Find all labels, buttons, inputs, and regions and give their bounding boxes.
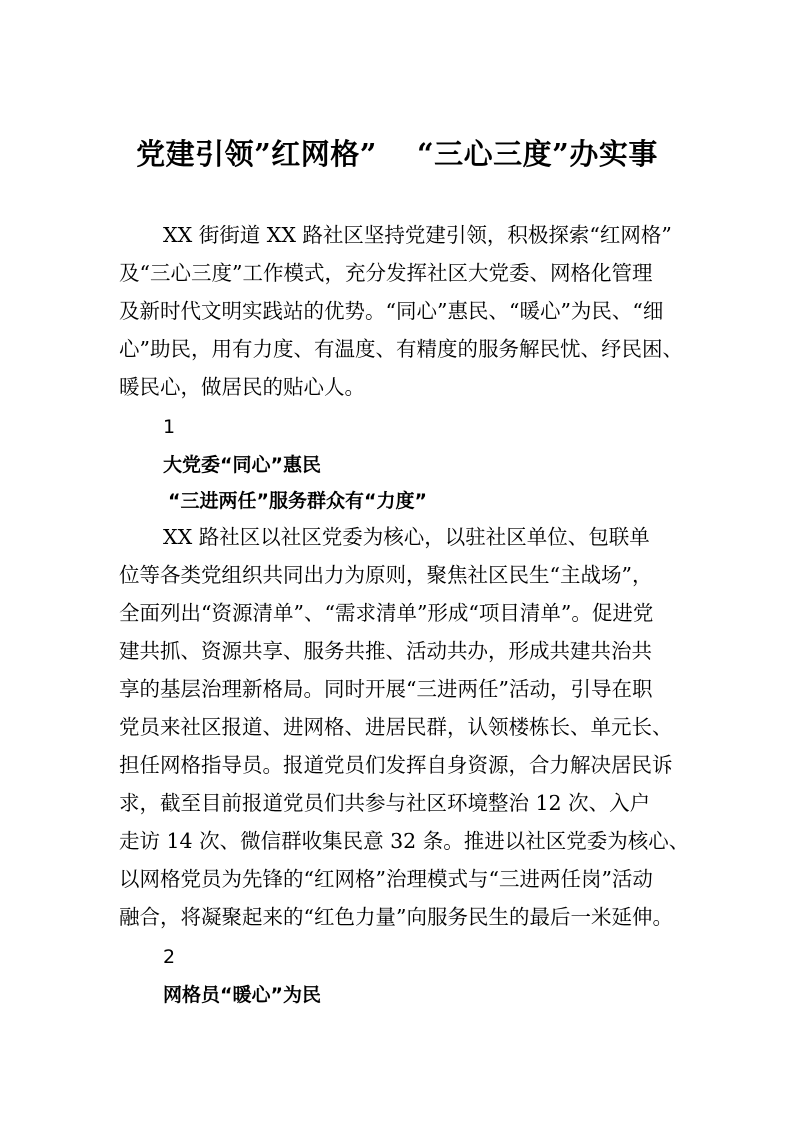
section-1-number: 1 <box>163 416 176 438</box>
title-part-2: “三心三度”办实事 <box>417 137 658 171</box>
section-1-heading: 大党委“同心”惠民 <box>163 454 321 476</box>
section-1-line: 走访 14 次、微信群收集民意 32 条。推进以社区党委为核心、 <box>119 829 690 853</box>
section-1-line: 求，截至目前报道党员们共参与社区环境整治 12 次、入户 <box>119 791 651 815</box>
section-2-heading: 网格员“暖心”为民 <box>163 984 321 1006</box>
intro-line: 及“三心三度”工作模式，充分发挥社区大党委、网格化管理 <box>119 261 653 285</box>
section-1-line: 享的基层治理新格局。同时开展“三进两任”活动，引导在职 <box>119 677 653 701</box>
section-1-line: 以网格党员为先锋的“红网格”治理模式与“三进两任岗”活动 <box>119 867 653 891</box>
page-title <box>0 132 794 173</box>
section-1-line: 建共抓、资源共享、服务共推、活动共办，形成共建共治共 <box>119 639 652 663</box>
section-1-line: 党员来社区报道、进网格、进居民群，认领楼栋长、单元长、 <box>119 715 673 739</box>
section-1-subheading: “三进两任”服务群众有“力度” <box>168 490 427 512</box>
title-part-1: 党建引领”红网格” <box>136 137 377 171</box>
intro-line: 及新时代文明实践站的优势。“同心”惠民、“暖心”为民、“细 <box>119 299 664 323</box>
intro-line: 心”助民，用有力度、有温度、有精度的服务解民忧、纾民困、 <box>119 337 683 361</box>
section-1-line: 融合，将凝聚起来的“红色力量”向服务民生的最后一米延伸。 <box>119 905 673 929</box>
section-1-line: 全面列出“资源清单”、“需求清单”形成“项目清单”。促进党 <box>119 601 654 625</box>
section-1-line: 担任网格指导员。报道党员们发挥自身资源，合力解决居民诉 <box>119 753 673 777</box>
intro-line: 暖民心，做居民的贴心人。 <box>119 375 365 399</box>
section-1-line: XX 路社区以社区党委为核心，以驻社区单位、包联单 <box>163 525 650 549</box>
section-2-number: 2 <box>163 946 176 968</box>
intro-line: XX 街街道 XX 路社区坚持党建引领，积极探索“红网格” <box>163 223 672 247</box>
section-1-line: 位等各类党组织共同出力为原则，聚焦社区民生“主战场”， <box>119 563 653 587</box>
